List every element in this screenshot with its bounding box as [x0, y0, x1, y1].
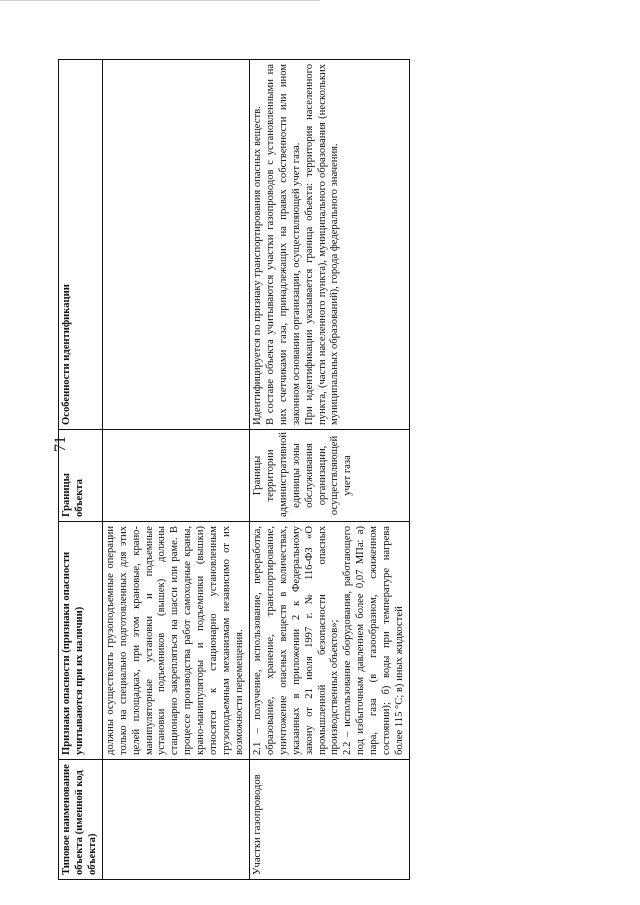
header-hazard-signs: Признаки опасности (признаки опасности учитываются при их наличии)	[59, 522, 103, 760]
identification-table	[58, 59, 410, 880]
cell-object-borders: Границы территории административной единицы зоны обслуживания организации, осуществляющей учет газа	[249, 430, 409, 522]
feature-text: В составе объекта учитываются участки газопроводов с установленными на них счетчиками газа, принадлежащих на правах собственности или ином законном основании организации, осуществляющей учет газа.	[264, 64, 302, 425]
cell-identification-features	[102, 60, 249, 430]
feature-text: При идентификации указывается граница объекта: территория населенного пункта, (части населенного пункта), муниципального образования (нескольких муниципальных образований), города федерального значения.	[303, 64, 341, 425]
header-identification-features: Особенности идентификации	[59, 60, 103, 430]
header-object-name: Типовое наименование объекта (именной код объекта)	[59, 760, 103, 880]
cell-object-name	[102, 760, 249, 880]
header-rule	[0, 0, 320, 1]
cell-object-borders	[102, 430, 249, 522]
table-row	[102, 60, 249, 880]
cell-hazard-signs	[249, 522, 409, 760]
cell-object-name: Участки газопроводов	[249, 760, 409, 880]
page-number: 71	[52, 436, 69, 452]
hazard-sign-text: 2.1 – получение, использование, переработка, образование, хранение, транспортирование, уничтожение опасных веществ в количествах, указанных в приложении 2 к Федеральному закону от 21 июля 1997 г. № 116-ФЗ «О промышленной безопасности опасных производственных объектов»;	[251, 526, 341, 755]
hazard-sign-text: должны осуществлять грузоподъемные операции только на специально подготовленных для этих целей площадках, при этом крановые, кранo-манипуляторные установки и подъемные установки подъемников (вышек) должны стационарно закрепляться на шасси или раме. В процессе производства работ самоходные краны, кранo-манипуляторы и подъемники (вышки) относятся к стационарно установленным грузоподъемным механизмам независимо от их возможности перемещения.	[104, 526, 245, 755]
table-header-row	[59, 60, 103, 880]
header-object-borders: Границы объекта	[59, 430, 103, 522]
hazard-sign-text: 2.2 – использование оборудования, работающего под избыточным давлением более 0,07 МПа: а) пара, газа (в газообразном, сжиженном состоянии); б) воды при температуре нагрева более 115 °С; в) иных жидкостей	[342, 526, 406, 755]
cell-hazard-signs	[102, 522, 249, 760]
cell-identification-features	[249, 60, 409, 430]
table-row	[249, 60, 409, 880]
feature-text: Идентифицируется по признаку транспортирования опасных веществ.	[251, 106, 263, 425]
